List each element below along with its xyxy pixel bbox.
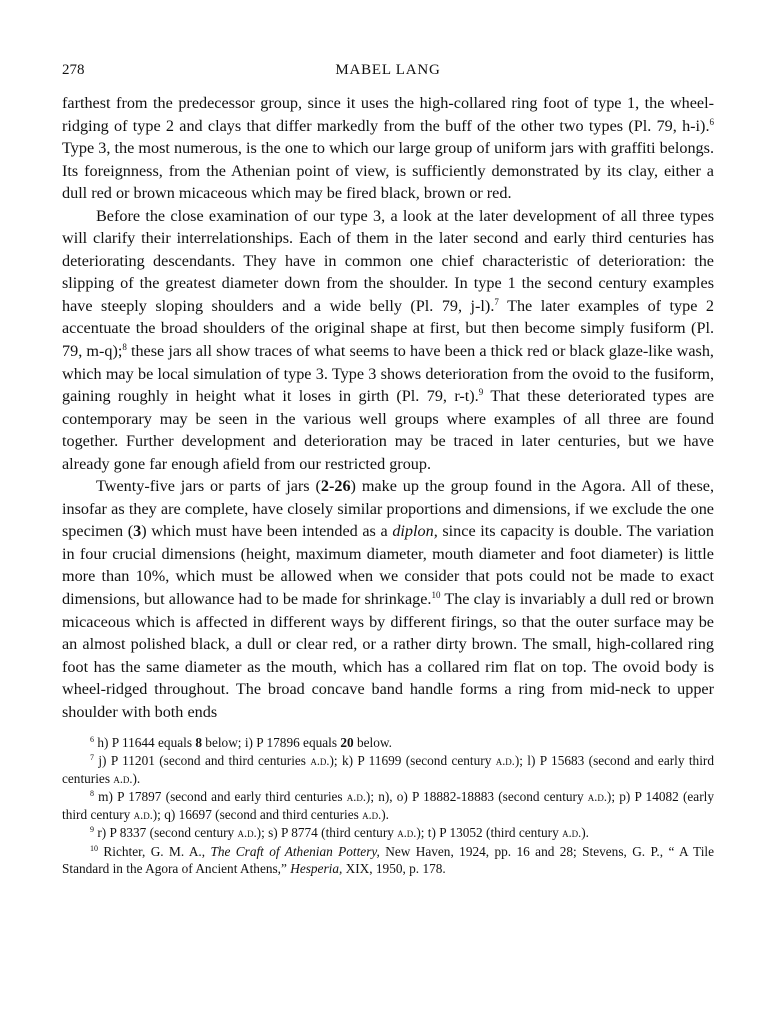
small-caps-text: a.d. [562, 826, 582, 841]
footnote-ref: 9 [90, 825, 94, 835]
text-run: m) P 17897 (second and early third centuries [94, 788, 347, 804]
footnote [62, 752, 714, 788]
bold-ref: 8 [195, 735, 202, 751]
footnote-ref: 8 [90, 788, 94, 798]
footnote [62, 788, 714, 824]
text-run: ). [581, 825, 589, 841]
text-run: Before the close examination of our type 3, a look at the later development of all three types will clarify their interrelationships. Each of them in the later second and early third centuries has deteriorating descendants. They have in common one chief characteristic of deterioration: the slipping of the greatest diameter down from the shoulder. In type 1 the second century examples have steeply sloping shoulders and a wide belly (Pl. 79, j-l). [62, 206, 714, 315]
footnote-ref: 9 [478, 387, 484, 398]
text-run: ). [132, 770, 141, 786]
text-run: That these deteriorated types are contemporary may be seen in the various well groups where examples of all three are found together. Further development and deterioration may be traced in later centuries, but we have already gone far enough afield from our restricted group. [62, 387, 714, 473]
bold-ref: 2-26 [320, 477, 351, 496]
text-run: ); l) P 15683 (second and early third centuries [62, 752, 714, 786]
text-run: ); k) P 11699 (second century [329, 752, 496, 768]
text-run: since its capacity is double. The variation in four crucial dimensions (height, maximum diameter, mouth diameter and foot diameter) is little more than 10%, which must be allowed when we consider that pots could not be made to exact dimensions, but allowance had to be made for shrinkage. [62, 522, 714, 609]
text-run: these jars all show traces of what seems to have been a thick red or black glaze-like wash, which may be local simulation of type 3. Type 3 shows deterioration from the ovoid to the fusiform, gaining roughly in height what it loses in girth (Pl. 79, r-t). [62, 342, 714, 406]
paragraph [62, 92, 714, 205]
paragraph [62, 475, 714, 723]
footnote-ref: 8 [122, 342, 127, 353]
footnote-ref: 6 [709, 116, 714, 127]
footnote [62, 843, 714, 877]
text-run: ) make up the group found in the Agora. All of these, insofar as they are complete, have closely similar proportions and dimensions, if we exclude the one specimen ( [62, 477, 714, 541]
text-run: Richter, G. M. A., [98, 843, 211, 859]
small-caps-text: a.d. [362, 808, 382, 823]
italic-text: diplon, [392, 522, 438, 541]
text-run: The later examples of type 2 accentuate the broad shoulders of the original shape at first, but then become simply fusiform (Pl. 79, m-q); [62, 296, 714, 361]
text-run: Type 3, the most numerous, is the one to which our large group of uniform jars with graffiti belongs. Its foreignness, from the Athenian point of view, is sufficiently demonstrated by its clay, either a dull red or brown micaceous which may be fired black, brown or red. [62, 139, 714, 203]
page-number: 278 [62, 62, 85, 78]
footnote-ref: 7 [494, 296, 499, 307]
small-caps-text: a.d. [310, 753, 330, 768]
small-caps-text: a.d. [237, 826, 257, 841]
bold-ref: 3 [133, 522, 142, 541]
text-run: below. [353, 735, 392, 751]
footnote-ref: 7 [90, 752, 94, 762]
text-run: ); q) 16697 (second and third centuries [152, 807, 363, 823]
text-run: The clay is invariably a dull red or brown micaceous which is affected in different ways by different firings, so that the outer surface may be an almost polished black, a dull or clear red, or a rather dirty brown. The small, high-collared ring foot has the same diameter as the mouth, which has a collared rim flat on top. The ovoid body is wheel-ridged throughout. The broad concave band handle forms a ring from mid-neck to upper shoulder with both ends [62, 590, 714, 721]
text-run: ). [381, 807, 389, 823]
bold-ref: 20 [340, 735, 354, 751]
text-run: farthest from the predecessor group, since it uses the high-collared ring foot of type 1, the wheel-ridging of type 2 and clays that differ markedly from the buff of the other two types (Pl. 79, h-i). [62, 94, 714, 135]
footnote [62, 734, 714, 751]
small-caps-text: a.d. [587, 789, 607, 804]
small-caps-text: a.d. [495, 753, 515, 768]
italic-text: The Craft of Athenian Pottery, [210, 843, 380, 859]
text-run: ); p) P 14082 (early third century [62, 788, 714, 823]
small-caps-text: a.d. [397, 826, 417, 841]
text-run: New Haven, 1924, pp. 16 and 28; Stevens, G. P., “ A Tile Standard in the Agora of Ancient Athens,” [62, 843, 714, 876]
text-run: h) P 11644 equals [94, 735, 196, 751]
page [62, 62, 714, 877]
footnote [62, 824, 714, 842]
page-header [62, 62, 714, 84]
text-run: ) which must have been intended as a [141, 522, 393, 541]
text-run: below; i) P 17896 equals [201, 735, 341, 751]
text-run: ); n), o) P 18882-18883 (second century [365, 788, 588, 804]
text-run: r) P 8337 (second century [94, 825, 238, 841]
text-run: Twenty-five jars or parts of jars ( [96, 477, 321, 496]
footnotes [62, 734, 714, 877]
footnote-ref: 10 [431, 590, 441, 601]
footnote-ref: 6 [90, 735, 94, 745]
text-run: ); t) P 13052 (third century [416, 825, 563, 841]
paragraph [62, 205, 714, 476]
text-run: j) P 11201 (second and third centuries [94, 752, 311, 768]
small-caps-text: a.d. [133, 808, 153, 823]
body-text [62, 92, 714, 723]
small-caps-text: a.d. [346, 789, 366, 804]
text-run: XIX, 1950, p. 178. [342, 860, 446, 876]
text-run: ); s) P 8774 (third century [256, 825, 398, 841]
footnote-ref: 10 [90, 843, 98, 853]
running-head: MABEL LANG [335, 62, 441, 78]
small-caps-text: a.d. [113, 771, 133, 786]
italic-text: Hesperia, [290, 860, 343, 876]
